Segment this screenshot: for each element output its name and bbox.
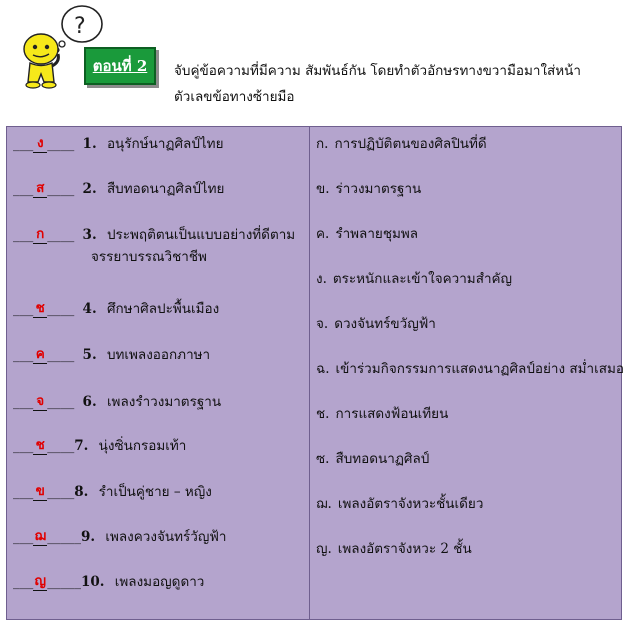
option-text: การแสดงฟ้อนเทียน: [335, 406, 449, 422]
option-text: การปฏิบัติตนของศิลปินที่ดี: [334, 136, 487, 152]
option-letter: ก.: [316, 136, 329, 152]
option-text: เพลงอัตราจังหวะชั้นเดียว: [337, 496, 484, 512]
option-text: สืบทอดนาฏศิลป์: [335, 451, 430, 467]
answer-option: [316, 313, 436, 335]
option-letter: ฉ.: [316, 361, 330, 377]
answer-blank[interactable]: ค: [33, 345, 47, 364]
question-text: เพลงรำวงมาตรฐาน: [106, 394, 222, 410]
matching-table: [6, 126, 622, 620]
question-text: บทเพลงออกภาษา: [106, 347, 211, 363]
question-text: เพลงควงจันทร์วัญฟ้า: [105, 529, 227, 545]
question-number: 2.: [82, 181, 97, 197]
answer-blank[interactable]: ง: [33, 134, 47, 153]
question-column: [7, 127, 310, 619]
answer-blank[interactable]: ช: [33, 436, 47, 455]
option-text: เข้าร่วมกิจกรรมการแสดงนาฏศิลป์อย่าง สม่ำเสมอ: [335, 361, 624, 377]
answer-option: [316, 268, 512, 290]
question-item: ___ฌ_____9. เพลงควงจันทร์วัญฟ้า: [13, 528, 227, 545]
question-number: 3.: [82, 227, 97, 243]
option-text: ตระหนักและเข้าใจความสำคัญ: [332, 271, 513, 287]
answer-option: [316, 538, 472, 560]
question-text: เพลงมอญดูดาว: [114, 574, 205, 590]
svg-text:?: ?: [74, 14, 86, 39]
question-text: ประพฤติตนเป็นแบบอย่างที่ดีตาม: [106, 227, 296, 243]
section-label: ตอนที่ 2: [92, 57, 148, 75]
answer-blank[interactable]: ก: [33, 225, 47, 244]
instruction-line-1: จับคู่ข้อความที่มีความ สัมพันธ์กัน โดยทำตัวอักษรทางขวามือมาใส่หน้า: [174, 63, 581, 79]
question-item: ___ ส ____ 2. สืบทอดนาฏศิลป์ไทย: [13, 180, 225, 197]
question-item: ___ ช ____7. นุ่งซิ่นกรอมเท้า: [13, 437, 187, 454]
answer-option: [316, 223, 418, 245]
question-item: ___ ข ____8. รำเป็นคู่ชาย – หญิง: [13, 483, 212, 500]
option-letter: ค.: [316, 226, 330, 242]
answer-option: [316, 403, 448, 425]
question-number: 6.: [82, 394, 97, 410]
answer-option: [316, 178, 421, 200]
question-item: ___ ค ____ 5. บทเพลงออกภาษา: [13, 346, 211, 363]
option-text: ดวงจันทร์ขวัญฟ้า: [334, 316, 436, 332]
question-item: ___ ช ____ 4. ศึกษาศิลปะพื้นเมือง: [13, 300, 220, 317]
option-text: ร่าวงมาตรฐาน: [335, 181, 422, 197]
option-letter: ข.: [316, 181, 330, 197]
answer-blank[interactable]: ช: [33, 299, 47, 318]
question-number: 9.: [81, 529, 96, 545]
answer-option: [316, 358, 624, 380]
option-letter: ญ.: [316, 541, 332, 557]
question-text: นุ่งซิ่นกรอมเท้า: [98, 438, 187, 454]
instruction-line-2: ตัวเลขข้อทางซ้ายมือ: [174, 89, 295, 105]
question-item: ___ ก ____ 3. ประพฤติตนเป็นแบบอย่างที่ดีตาม จรรยาบรรณวิชาชีพ: [13, 224, 295, 268]
option-letter: ฌ.: [316, 496, 332, 512]
question-number: 7.: [74, 438, 89, 454]
answer-option: [316, 448, 429, 470]
question-text-continued: จรรยาบรรณวิชาชีพ: [91, 249, 207, 265]
instructions: [174, 58, 614, 110]
answer-option: [316, 133, 487, 155]
answer-blank[interactable]: ฌ: [34, 528, 47, 544]
section-badge: [84, 47, 156, 85]
answer-blank[interactable]: จ: [33, 392, 47, 411]
question-item: ___ ง ____ 1. อนุรักษ์นาฏศิลป์ไทย: [13, 135, 224, 152]
answer-blank[interactable]: ข: [33, 482, 47, 501]
answer-option: [316, 493, 483, 515]
question-number: 10.: [81, 574, 105, 590]
option-letter: ง.: [316, 271, 327, 287]
question-item: ___ จ ____ 6. เพลงรำวงมาตรฐาน: [13, 393, 222, 410]
option-text: รำพลายชุมพล: [335, 226, 419, 242]
answer-blank[interactable]: ส: [33, 179, 47, 198]
option-letter: ซ.: [316, 451, 330, 467]
question-number: 8.: [74, 484, 89, 500]
question-text: ศึกษาศิลปะพื้นเมือง: [106, 301, 220, 317]
answer-column: [310, 127, 624, 619]
question-number: 4.: [82, 301, 97, 317]
option-letter: จ.: [316, 316, 329, 332]
answer-blank[interactable]: ญ: [34, 573, 46, 589]
question-text: อนุรักษ์นาฏศิลป์ไทย: [106, 136, 224, 152]
option-text: เพลงอัตราจังหวะ 2 ชั้น: [337, 541, 472, 557]
question-item: ___ญ_____10. เพลงมอญดูดาว: [13, 573, 205, 590]
question-text: สืบทอดนาฏศิลป์ไทย: [106, 181, 225, 197]
question-number: 5.: [82, 347, 97, 363]
question-number: 1.: [82, 136, 97, 152]
option-letter: ช.: [316, 406, 330, 422]
question-text: รำเป็นคู่ชาย – หญิง: [98, 484, 212, 500]
